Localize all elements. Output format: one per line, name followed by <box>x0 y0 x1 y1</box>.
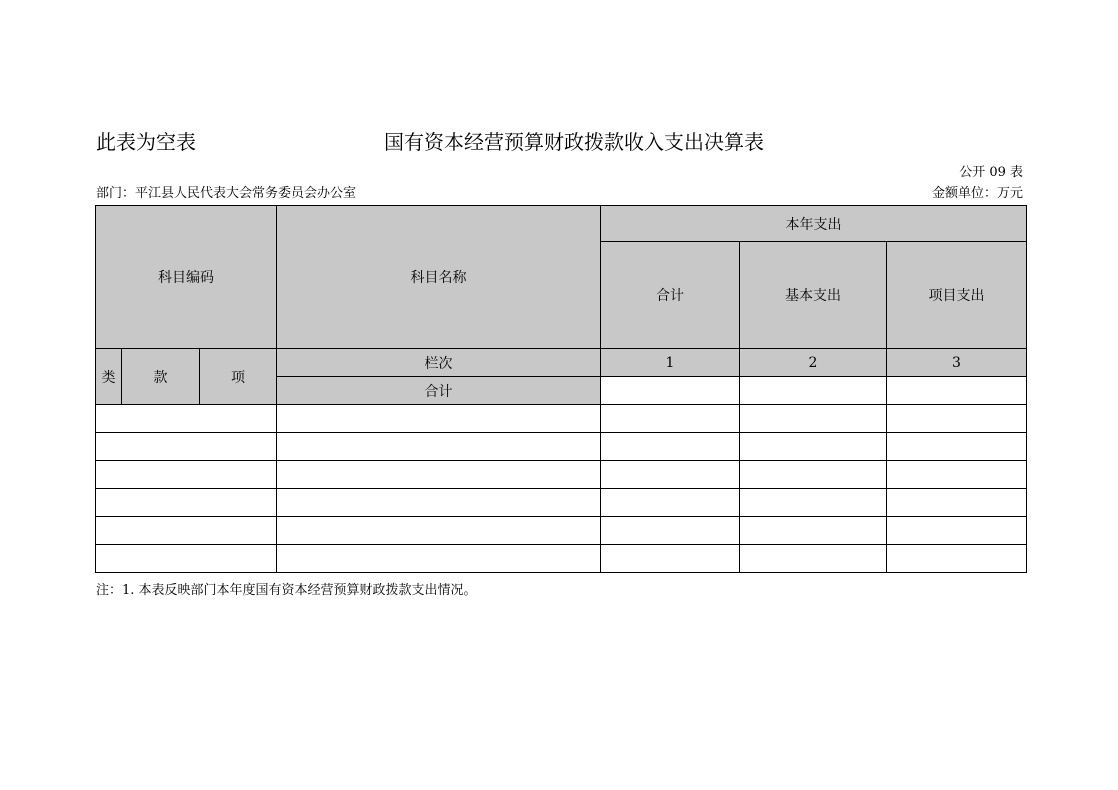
table-cell <box>740 489 887 517</box>
table-row <box>96 405 1027 433</box>
table-cell <box>601 405 740 433</box>
table-row <box>96 545 1027 573</box>
table-cell <box>601 461 740 489</box>
header-subject-name: 科目名称 <box>277 206 601 349</box>
table-cell <box>740 517 887 545</box>
form-code: 公开 09 表 <box>959 165 1023 180</box>
table-row <box>96 517 1027 545</box>
table-cell <box>601 489 740 517</box>
table-cell <box>740 405 887 433</box>
table-cell <box>740 433 887 461</box>
table-row <box>96 489 1027 517</box>
table-cell <box>96 545 277 573</box>
column-index-2: 2 <box>740 349 887 377</box>
header-section: 款 <box>122 349 200 405</box>
page-title: 国有资本经营预算财政拨款收入支出决算表 <box>384 130 764 154</box>
table-cell <box>740 545 887 573</box>
table-cell <box>887 517 1027 545</box>
header-basic-expense: 基本支出 <box>740 242 887 349</box>
table-cell <box>277 461 601 489</box>
header-item: 项 <box>200 349 277 405</box>
table-cell <box>887 545 1027 573</box>
table-row <box>96 433 1027 461</box>
total-cell <box>887 377 1027 405</box>
table-cell <box>277 545 601 573</box>
budget-table <box>95 205 1027 573</box>
table-cell <box>740 461 887 489</box>
header-subject-code: 科目编码 <box>96 206 277 349</box>
row-index-label: 栏次 <box>277 349 601 377</box>
column-index-1: 1 <box>601 349 740 377</box>
table-cell <box>96 489 277 517</box>
header-total: 合计 <box>601 242 740 349</box>
footnote: 注：1. 本表反映部门本年度国有资本经营预算财政拨款支出情况。 <box>96 583 477 598</box>
table-cell <box>277 405 601 433</box>
table-cell <box>601 517 740 545</box>
amount-unit-label: 金额单位：万元 <box>931 186 1023 201</box>
table-cell <box>96 517 277 545</box>
table-cell <box>887 433 1027 461</box>
table-cell <box>601 545 740 573</box>
total-cell <box>740 377 887 405</box>
column-index-3: 3 <box>887 349 1027 377</box>
department-label: 部门：平江县人民代表大会常务委员会办公室 <box>96 186 357 201</box>
table-cell <box>601 433 740 461</box>
table-row <box>96 461 1027 489</box>
total-row-label: 合计 <box>277 377 601 405</box>
empty-table-note: 此表为空表 <box>96 130 196 154</box>
table-cell <box>887 461 1027 489</box>
table-cell <box>277 433 601 461</box>
table-cell <box>277 517 601 545</box>
total-cell <box>601 377 740 405</box>
header-class: 类 <box>96 349 122 405</box>
table-cell <box>887 405 1027 433</box>
header-project-expense: 项目支出 <box>887 242 1027 349</box>
table-cell <box>96 405 277 433</box>
table-cell <box>96 433 277 461</box>
table-cell <box>887 489 1027 517</box>
table-cell <box>277 489 601 517</box>
header-current-year-expense: 本年支出 <box>601 206 1027 242</box>
table-cell <box>96 461 277 489</box>
